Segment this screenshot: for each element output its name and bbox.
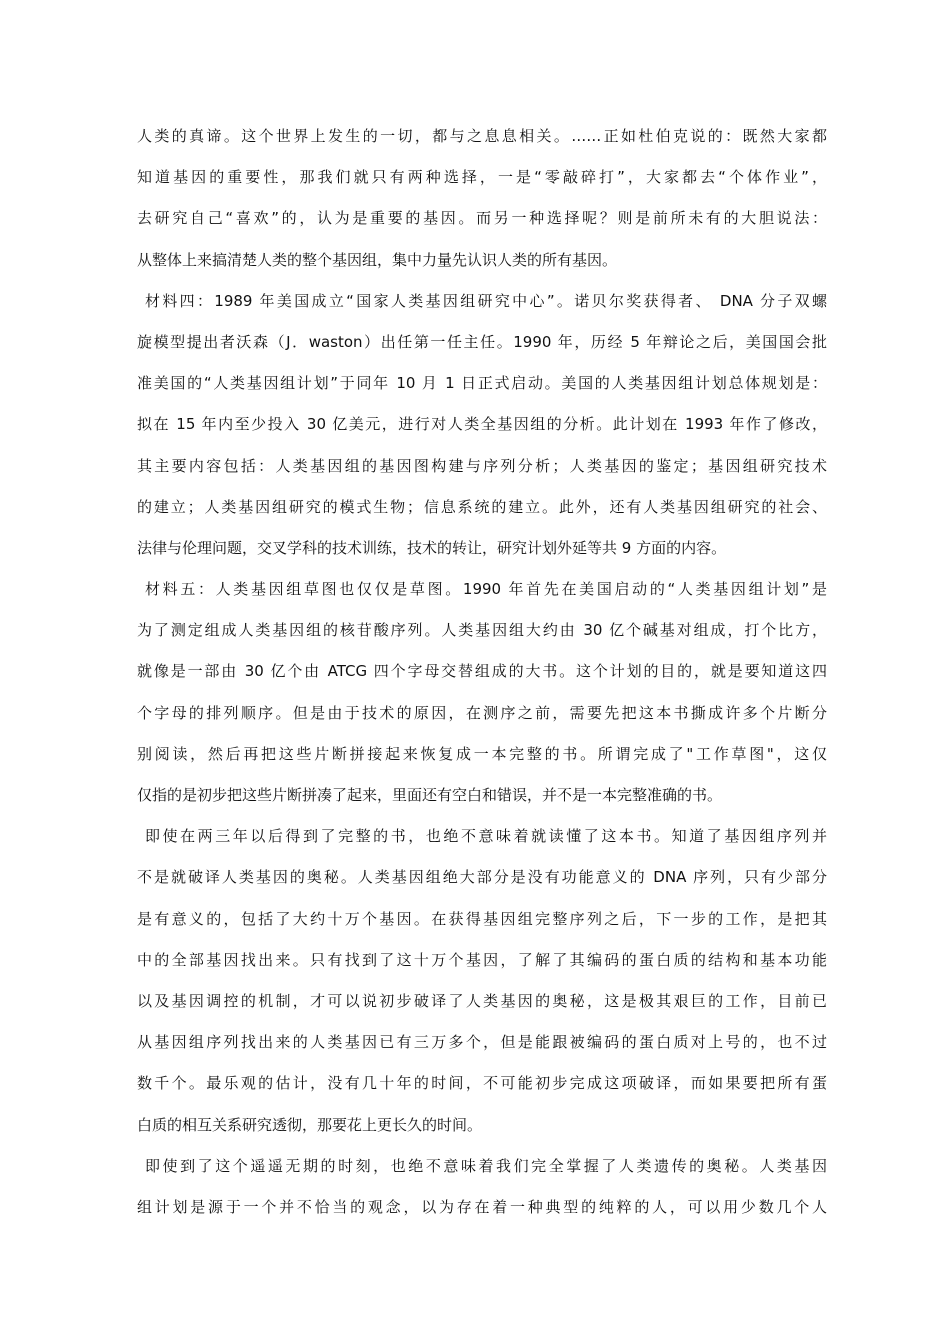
- text-line: 不是就破译人类基因的奥秘。人类基因组绝大部分是没有功能意义的 DNA 序列，只有少部分: [137, 868, 827, 887]
- text-line: 是有意义的，包括了大约十万个基因。在获得基因组完整序列之后，下一步的工作，是把其: [137, 909, 827, 928]
- text-line: 组计划是源于一个并不恰当的观念，以为存在着一种典型的纯粹的人，可以用少数几个人: [137, 1197, 827, 1216]
- text-line: 人类的真谛。这个世界上发生的一切，都与之息息相关。……正如杜伯克说的：既然大家都: [137, 127, 827, 145]
- paragraph-start-line: 材料五：人类基因组草图也仅仅是草图。1990 年首先在美国启动的“人类基因组计划”是: [145, 580, 827, 599]
- text-line: 以及基因调控的机制，才可以说初步破译了人类基因的奥秘，这是极其艰巨的工作，目前已: [137, 991, 827, 1010]
- paragraph-start-line: 即使在两三年以后得到了完整的书，也绝不意味着就读懂了这本书。知道了基因组序列并: [145, 827, 827, 846]
- text-line: 数千个。最乐观的估计，没有几十年的时间，不可能初步完成这项破译，而如果要把所有蛋: [137, 1074, 827, 1093]
- paragraph-start-line: 即使到了这个遥遥无期的时刻，也绝不意味着我们完全掌握了人类遗传的奥秘。人类基因: [145, 1156, 827, 1175]
- paragraph-start-line: 材料四：1989 年美国成立“国家人类基因组研究中心”。诺贝尔奖获得者、 DNA 分子双螺: [145, 291, 827, 310]
- text-line: 从基因组序列找出来的人类基因已有三万多个，但是能跟被编码的蛋白质对上号的，也不过: [137, 1033, 827, 1052]
- text-line: 仅指的是初步把这些片断拼凑了起来，里面还有空白和错误，并不是一本完整准确的书。: [137, 786, 723, 804]
- text-line: 拟在 15 年内至少投入 30 亿美元，进行对人类全基因组的分析。此计划在 1993 年作了修改，: [137, 415, 827, 434]
- document-body: [137, 122, 827, 1234]
- text-line: 从整体上来搞清楚人类的整个基因组，集中力量先认识人类的所有基因。: [137, 250, 618, 269]
- text-line: 法律与伦理问题，交叉学科的技术训练，技术的转让，研究计划外延等共 9 方面的内容。: [137, 538, 727, 557]
- text-line: 准美国的“人类基因组计划”于同年 10 月 1 日正式启动。美国的人类基因组计划总体规划是：: [137, 374, 827, 393]
- text-line: 个字母的排列顺序。但是由于技术的原因，在测序之前，需要先把这本书撕成许多个片断分: [137, 703, 827, 722]
- text-line: 去研究自己“喜欢”的，认为是重要的基因。而另一种选择呢？则是前所未有的大胆说法：: [137, 209, 827, 228]
- text-line: 就像是一部由 30 亿个由 ATCG 四个字母交替组成的大书。这个计划的目的，就是要知道这四: [137, 662, 827, 681]
- text-line: 的建立；人类基因组研究的模式生物；信息系统的建立。此外，还有人类基因组研究的社会、: [137, 497, 827, 516]
- text-line: 其主要内容包括：人类基因组的基因图构建与序列分析；人类基因的鉴定；基因组研究技术: [137, 456, 827, 475]
- text-line: 旋模型提出者沃森（J．waston）出任第一任主任。1990 年，历经 5 年辩论之后，美国国会批: [137, 332, 827, 351]
- text-line: 中的全部基因找出来。只有找到了这十万个基因，了解了其编码的蛋白质的结构和基本功能: [137, 950, 827, 969]
- text-line: 为了测定组成人类基因组的核苷酸序列。人类基因组大约由 30 亿个碱基对组成，打个比方，: [137, 621, 827, 640]
- text-line: 知道基因的重要性，那我们就只有两种选择，一是“零敲碎打”，大家都去“个体作业”，: [137, 168, 827, 187]
- text-line: 白质的相互关系研究透彻，那要花上更长久的时间。: [137, 1115, 483, 1134]
- text-line: 别阅读，然后再把这些片断拼接起来恢复成一本完整的书。所谓完成了"工作草图"，这仅: [137, 744, 827, 763]
